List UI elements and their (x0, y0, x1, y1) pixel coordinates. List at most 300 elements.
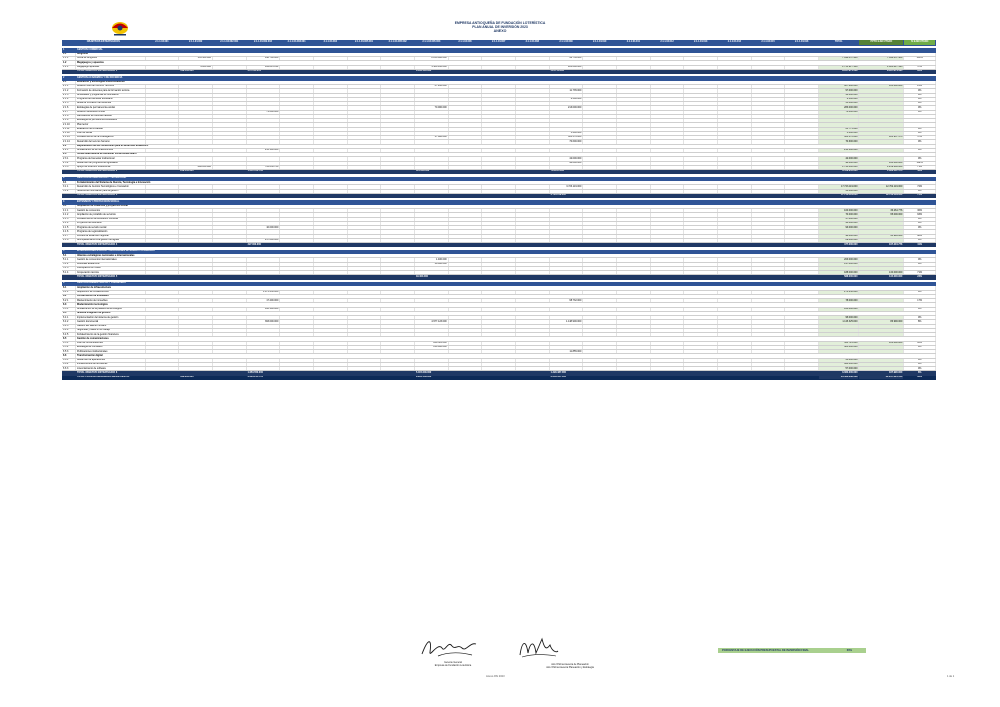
row-label: Megajuego apuestas (75, 65, 145, 69)
section-title: GESTIÓN COMERCIAL (75, 48, 935, 52)
row-code: 2 1 8 (62, 114, 75, 118)
row-percent: 8% (904, 320, 936, 324)
budget-cell: 6.218.567.000 (549, 375, 583, 379)
column-header-executed: PPTO EJECUTADO (859, 40, 904, 46)
row-code: 2 1 3 (62, 93, 75, 97)
row-label: TOTAL OBJETIVO ESTRATÉGICO 1 (75, 69, 145, 73)
signature-planning-head (516, 633, 560, 661)
row-executed: 8.097.874.595 (859, 69, 904, 73)
row-label: TOTAL OBJETIVO ESTRATÉGICO 4 (75, 243, 145, 247)
section-number: 2 (62, 76, 75, 80)
row-percent: 0% (904, 102, 936, 106)
column-header-code: 2.1.1.04.006 (448, 40, 482, 46)
column-header-total: TOTAL (819, 40, 859, 46)
budget-cell: 348.600.000 (179, 375, 213, 379)
row-total: 2.500.000 (819, 97, 859, 101)
column-header-code: 2.1.1.04.003.001 (280, 40, 314, 46)
row-total: 100.000.000 (819, 209, 859, 213)
subprogram-label: Modernización tecnológica (75, 303, 935, 307)
budget-cell: 68.732.000 (549, 299, 583, 303)
column-header-code: 2.1.1.04.005.001 (347, 40, 381, 46)
row-total: 588.000.000 (819, 275, 859, 279)
row-percent: 93% (904, 213, 936, 217)
subprogram-label: Alianzas estratégicas nacionales e internacionales (75, 254, 935, 258)
budget-cell: 305.570.000 (549, 136, 583, 140)
row-code: 2 3 2 (62, 161, 75, 165)
column-header-code: 2.1.1.04.007 (482, 40, 516, 46)
row-code: 2 1 5 (62, 102, 75, 106)
row-executed: 100.000.000 (859, 161, 904, 165)
row-code: 5 1 2 (62, 262, 75, 266)
row-total: 427.200.000 (819, 85, 859, 89)
budget-cell: 4.000.000 (179, 65, 213, 69)
row-total: 271.250.000 (819, 290, 859, 294)
row-percent: 0% (904, 217, 936, 221)
execution-percentage-note (718, 648, 866, 653)
signature-1-caption (398, 661, 508, 667)
signature-2-name: Jefe Oficina Asesora de Planeación (551, 663, 589, 666)
row-label: Actualización de la plataforma tecnológica (75, 307, 145, 311)
budget-cell: 405.000.000 (549, 65, 583, 69)
section-title: GESTIÓN ACADÉMICA Y DE DOCENCIA (75, 76, 935, 80)
row-label: Estrategias de permanencia escolar (75, 106, 145, 110)
row-total: 100.000.000 (819, 307, 859, 311)
row-percent: 72% (904, 193, 936, 197)
subprogram-label: Ampliación de cobertura y proyección social (75, 204, 935, 208)
row-code: 2 1 10 (62, 123, 75, 127)
section-title: GESTIÓN DE INNOVACIÓN Y TECNOLOGÍA (75, 177, 935, 181)
row-label: Plan de comunicaciones (75, 341, 145, 345)
row-percent: 0% (904, 262, 936, 266)
budget-cell: 37.200.000 (414, 85, 448, 89)
row-code: 4 1 7 (62, 234, 75, 238)
budget-cell: 3.203.215.714 (246, 375, 280, 379)
row-label: Estrategia de permanencia estudiantil (75, 119, 145, 123)
row-percent: 41% (904, 243, 936, 247)
row-total: 78.000.000 (819, 299, 859, 303)
section-number: 4 (62, 200, 75, 204)
row-label: Mantenimiento de inmuebles (75, 299, 145, 303)
row-code: 2 1 1 (62, 85, 75, 89)
row-total: 65.775.000 (819, 127, 859, 131)
budget-cell: 209.100.000 (179, 165, 213, 169)
row-percent: 100% (904, 57, 936, 61)
budget-cell: 3.356.100.000 (414, 69, 448, 73)
budget-cell: 98.000.000 (549, 161, 583, 165)
row-code: 6 6 1 (62, 358, 75, 362)
row-label: Fortalecimiento de la gestión financiera (75, 333, 145, 337)
row-label: Seguridad y salud en el trabajo (75, 328, 145, 332)
subprogram-label: Educación y tecnologías transformadoras (75, 80, 935, 84)
row-label: Bolsa de formación de docentes (75, 102, 145, 106)
row-percent: 0% (904, 345, 936, 349)
signature-1-name: Gerente General (444, 661, 462, 664)
grand-total-row (62, 375, 936, 379)
budget-cell (785, 375, 819, 379)
row-executed: 12.702.119.000 (859, 185, 904, 189)
row-code: 5 1 3 (62, 266, 75, 270)
row-total: 98.000.000 (819, 161, 859, 165)
subprogram-code: 6.6 (62, 354, 75, 358)
row-percent: 6% (904, 371, 936, 375)
budget-cell: 363.000.000 (246, 320, 280, 324)
row-code: 6 5 2 (62, 345, 75, 349)
budget-cell: 19.400.000 (414, 275, 448, 279)
row-percent: 0% (904, 93, 936, 97)
row-code: 6 3 1 (62, 307, 75, 311)
row-code: 4 1 3 (62, 217, 75, 221)
row-code: 6 4 3 (62, 324, 75, 328)
row-executed: 36.264.776 (859, 209, 904, 213)
budget-cell: 70.000.000 (414, 106, 448, 110)
row-code: 6 1 1 (62, 290, 75, 294)
row-label: Sistema de información para la gestión (75, 189, 145, 193)
document-title: PLAN ANUAL DE INVERSIÓN 2023 (472, 25, 528, 29)
row-code: 6 2 1 (62, 299, 75, 303)
row-percent: 66% (904, 375, 936, 379)
row-total: 188.000.000 (819, 271, 859, 275)
organization-logo (102, 17, 138, 39)
row-total: 283.000.000 (819, 106, 859, 110)
budget-cell: 1.400.000 (414, 258, 448, 262)
row-label: Gestión de convenios internacionales (75, 258, 145, 262)
row-label: Actualización de la infraestructura (75, 148, 145, 152)
signature-2-role: Jefe Oficina Asesora Planeación y Estrategia (546, 666, 594, 669)
row-executed: 1.628.137.175 (859, 170, 904, 174)
row-total: 93.000.000 (819, 226, 859, 230)
subprogram-label: Conservación de inmuebles (75, 294, 935, 298)
row-code: 6 4 2 (62, 320, 75, 324)
budget-cell (347, 375, 381, 379)
row-code: 6 5 3 (62, 350, 75, 354)
row-percent: 57% (904, 136, 936, 140)
row-percent: 0% (904, 290, 936, 294)
budget-cell: 71.000.000 (246, 110, 280, 114)
column-header-code: 2.1.1.04.005.003 (414, 40, 448, 46)
column-header-code: 2.1.1.04.014 (718, 40, 752, 46)
budget-cell: 3.723.119.000 (549, 193, 583, 197)
row-label: Programa de bienestar institucional (75, 157, 145, 161)
row-executed: 1.005.817.195 (859, 65, 904, 69)
row-code: 2 1 7 (62, 110, 75, 114)
row-label: Programa de regionalización (75, 230, 145, 234)
signature-general-manager (418, 634, 480, 662)
row-label: Desarrollo del programa de egresados (75, 161, 145, 165)
row-code: 5 1 4 (62, 271, 75, 275)
row-executed: 183.937.175 (859, 136, 904, 140)
row-label: TOTAL PLAN DE INVERSIÓN PRESUPUESTAL (75, 375, 145, 379)
subprogram-label: Universidad abierta de Bienestar social universitario (75, 153, 935, 157)
row-total: 30.000.000 (819, 189, 859, 193)
row-percent: 92% (904, 69, 936, 73)
subprogram-label: Gestión de comunicaciones (75, 337, 935, 341)
column-header-percent: % EJECUTADO (904, 40, 936, 46)
section-title: EXTENSIÓN Y PROYECCIÓN SOCIAL (75, 200, 935, 204)
budget-cell: 2.500.000 (549, 97, 583, 101)
row-percent: 0% (904, 316, 936, 320)
row-total: 17.753.119.000 (819, 193, 859, 197)
document-subtitle: ANEXO (493, 29, 507, 33)
row-code: 6 4 4 (62, 328, 75, 332)
row-percent: 102% (904, 161, 936, 165)
budget-cell: 17.200.000 (246, 299, 280, 303)
subprogram-code: 6.1 (62, 286, 75, 290)
row-code: 2 1 2 (62, 89, 75, 93)
row-total: 563.725.000 (819, 341, 859, 345)
row-total: 98.000.000 (819, 234, 859, 238)
column-header-code: 2.1.1.04.002.001 (212, 40, 246, 46)
row-total: 197.000.000 (819, 262, 859, 266)
row-executed: 197.204.776 (859, 243, 904, 247)
column-header-objectives: OBJETIVOS ESTRATÉGICOS (62, 40, 145, 46)
row-total: 3.360.300.000 (819, 371, 859, 375)
row-code: 6 5 1 (62, 341, 75, 345)
row-percent: 72% (904, 185, 936, 189)
budget-cell: 168.700.000 (246, 57, 280, 61)
row-percent: 0% (904, 226, 936, 230)
row-percent: 71% (904, 165, 936, 169)
row-executed: 187.990.000 (859, 371, 904, 375)
row-executed: 101.000.000 (859, 341, 904, 345)
row-label: Plan de becas (75, 131, 145, 135)
column-header-code: 2.1.1.04.009 (549, 40, 583, 46)
row-percent: 0% (904, 238, 936, 242)
row-code: 5 1 1 (62, 258, 75, 262)
subprogram-code: 4.1 (62, 204, 75, 208)
row-label: Formación de docentes para la formación técnica (75, 89, 145, 93)
subprogram-label: Mejoramiento de las condiciones para el desarrollo académico (75, 144, 935, 148)
row-total: 215.100.000 (819, 148, 859, 152)
row-code: 6 4 1 (62, 316, 75, 320)
budget-cell (751, 375, 785, 379)
budget-cell: 4.977.123.000 (414, 320, 448, 324)
budget-cell (448, 375, 482, 379)
budget-cell: 8.916.148.000 (414, 375, 448, 379)
row-percent: 0% (904, 307, 936, 311)
row-label: Movilidad académica (75, 262, 145, 266)
subprogram-code: 1.2 (62, 61, 75, 65)
organization-name: EMPRESA ANTIOQUEÑA DE FUNDACIÓN LOTERÍSTICA (454, 21, 546, 25)
row-code: 4 1 1 (62, 209, 75, 213)
budget-cell (617, 375, 651, 379)
row-code: 1 1 1 (62, 57, 75, 61)
row-label: TOTAL OBJETIVO ESTRATÉGICO 6 (75, 371, 145, 375)
section-title: GESTIÓN ADMINISTRATIVA Y FINANCIERA (75, 282, 935, 286)
row-percent: 71% (904, 271, 936, 275)
row-total: 203.000.000 (819, 258, 859, 262)
row-total: 460.000.000 (819, 362, 859, 366)
budget-cell: 764.205.000 (549, 170, 583, 174)
row-executed: 22.947.325.546 (859, 375, 904, 379)
row-label: TOTAL OBJETIVO ESTRATÉGICO 5 (75, 275, 145, 279)
row-percent: 25% (904, 85, 936, 89)
row-label: Ampliación de portafolio de servicios (75, 213, 145, 217)
subprogram-label: Sistema integrado de gestión (75, 311, 935, 315)
row-percent: 57% (904, 65, 936, 69)
row-percent: 0% (904, 127, 936, 131)
row-label: Venta de Bingoloto (75, 57, 145, 61)
row-percent: 0% (904, 358, 936, 362)
budget-cell: 11.855.000 (549, 350, 583, 354)
section-number: 3 (62, 177, 75, 181)
row-total: 95.000.000 (819, 316, 859, 320)
row-executed: 134.000.000 (859, 275, 904, 279)
row-percent: 0% (904, 110, 936, 114)
row-executed: 1.239.200.000 (859, 165, 904, 169)
row-label: Fortalecimiento de educación continua (75, 217, 145, 221)
row-executed: 65.000.000 (859, 213, 904, 217)
budget-cell: 1.051.150.700 (246, 170, 280, 174)
row-code (62, 375, 75, 379)
budget-cell (313, 375, 347, 379)
row-executed: 86.990.000 (859, 320, 904, 324)
row-label: Publicaciones institucionales (75, 350, 145, 354)
budget-cell (381, 375, 415, 379)
column-header-code: 2.1.1.04.011 (617, 40, 651, 46)
row-label: Gestión de convenios (75, 209, 145, 213)
row-label: Evaluación de la calidad (75, 127, 145, 131)
row-total: 17.723.119.000 (819, 185, 859, 189)
budget-cell: 125.000.000 (414, 170, 448, 174)
budget-cell: 765.050.700 (246, 165, 280, 169)
row-total: 70.000.000 (819, 213, 859, 217)
column-header-code: 2.1.1.04.015 (751, 40, 785, 46)
budget-cell: 100.100.000 (246, 307, 280, 311)
subprogram-label: Transformación digital (75, 354, 935, 358)
row-code: 4 1 4 (62, 221, 75, 225)
subprogram-label: Megajuegos y apuestas (75, 61, 935, 65)
row-executed: 134.000.000 (859, 271, 904, 275)
row-total: 5.400.000 (819, 131, 859, 135)
row-percent: 0% (904, 367, 936, 371)
row-percent: 0% (904, 106, 936, 110)
budget-cell (482, 375, 516, 379)
budget-cell: 96.756.000 (549, 57, 583, 61)
row-label: Gestión documental (75, 320, 145, 324)
budget-cell: 217.000.000 (246, 238, 280, 242)
row-label: Participación en redes (75, 266, 145, 270)
row-total: 47.000.000 (819, 217, 859, 221)
row-total: 55.000.000 (819, 102, 859, 106)
footer-page-number: 1 de 1 (947, 675, 955, 678)
budget-cell: 139.500.000 (179, 69, 213, 73)
row-total: 29.000.000 (819, 238, 859, 242)
row-code: 2 1 11 (62, 127, 75, 131)
row-total: 3.559.945.000 (819, 170, 859, 174)
budget-cell: 501.756.000 (549, 69, 583, 73)
budget-cell (718, 375, 752, 379)
row-label: Cooperación técnica (75, 271, 145, 275)
budget-cell: 1.100.100.000 (414, 65, 448, 69)
signature-1-role: Empresa de Fundación Loterística (434, 664, 472, 667)
row-total: 8.847.974.539 (819, 69, 859, 73)
budget-cell: 10.000.000 (246, 226, 280, 230)
column-header-code: 2.1.1.04.016 (785, 40, 819, 46)
row-code: 1 2 1 (62, 65, 75, 69)
subprogram-label: Ampliación de infraestructura (75, 286, 935, 290)
budget-cell: 227.000.000 (246, 243, 280, 247)
row-label: Apoyo de la acción institucional (75, 165, 145, 169)
row-label: Dotación Red de Centros Técnicos (75, 85, 145, 89)
budget-cell: 213.000.000 (549, 106, 583, 110)
row-percent: 17% (904, 299, 936, 303)
budget-cell (684, 375, 718, 379)
subprogram-code: 2.3 (62, 153, 75, 157)
subprogram-code: 2.1 (62, 80, 75, 84)
row-total: 1.755.917.139 (819, 65, 859, 69)
budget-cell: 2.256.000.000 (414, 57, 448, 61)
section-title: INTERNACIONALIZACIÓN Y RELACIONES INTERINSTITUCIONALES (75, 250, 935, 254)
row-percent: 0% (904, 89, 936, 93)
row-executed: 7.092.057.400 (859, 57, 904, 61)
subprogram-label: Fortalecimiento del Sistema de Ciencia, Tecnología e Innovación (75, 181, 935, 185)
row-label: Adquisición de infraestructura (75, 290, 145, 294)
column-header-code: 2.1.1.04.010 (583, 40, 617, 46)
row-total: 1.115.325.000 (819, 320, 859, 324)
budget-cell (583, 375, 617, 379)
budget-cell: 210.000.000 (414, 345, 448, 349)
row-label: Infraestructura de servidores (75, 362, 145, 366)
row-code: 4 1 8 (62, 238, 75, 242)
row-code: 2 1 12 (62, 131, 75, 135)
row-total: 385.000.000 (819, 345, 859, 349)
row-label: Desarrollo de Centros Tecnológicos e Innovación (75, 185, 145, 189)
row-percent: 46% (904, 170, 936, 174)
row-percent: 36% (904, 209, 936, 213)
row-total: 35.000.000 (819, 358, 859, 362)
budget-cell (515, 375, 549, 379)
subprogram-code: 3.1 (62, 181, 75, 185)
row-total: 58.000.000 (819, 93, 859, 97)
row-total: 1.745.000.000 (819, 165, 859, 169)
budget-cell: 135.500.000 (179, 57, 213, 61)
row-label: Gestión del talento humano (75, 324, 145, 328)
subprogram-label: Bingoloto (75, 52, 935, 56)
investment-plan-table (62, 40, 936, 380)
row-executed: 12.702.119.000 (859, 193, 904, 197)
row-code: 6 4 5 (62, 333, 75, 337)
budget-cell (145, 375, 179, 379)
row-code: 2 2 1 (62, 148, 75, 152)
column-header-code: 2.1.1.04.013 (684, 40, 718, 46)
signature-2-caption (515, 663, 625, 669)
budget-cell: 102.815.014 (246, 65, 280, 69)
row-code: 2 1 9 (62, 119, 75, 123)
row-label: Actividades y programas de orientación (75, 93, 145, 97)
budget-cell: 215.100.000 (246, 148, 280, 152)
row-total: 57.000.000 (819, 367, 859, 371)
budget-cell (650, 375, 684, 379)
row-label: TOTAL OBJETIVO ESTRATÉGICO 3 (75, 193, 145, 197)
row-label: Fondos de desarrollo regional (75, 234, 145, 238)
subprogram-code: 6.3 (62, 303, 75, 307)
column-header-code: 2.1.1.04.002.002 (246, 40, 280, 46)
row-total: 42.000.000 (819, 157, 859, 161)
row-percent: 0% (904, 221, 936, 225)
subprogram-code: 6.5 (62, 337, 75, 341)
row-percent: 18% (904, 341, 936, 345)
footer-center-text: Anexo PAI 2023 (486, 675, 505, 678)
column-header-code: 2.1.1.04.005.002 (381, 40, 415, 46)
row-percent: 0% (904, 258, 936, 262)
budget-cell: 1.229.487.000 (549, 371, 583, 375)
budget-cell: 1.653.550.000 (246, 371, 280, 375)
row-code: 2 3 3 (62, 165, 75, 169)
row-code: 2 1 13 (62, 136, 75, 140)
row-code: 3 1 2 (62, 189, 75, 193)
row-code: 6 6 3 (62, 367, 75, 371)
row-percent: 0% (904, 157, 936, 161)
